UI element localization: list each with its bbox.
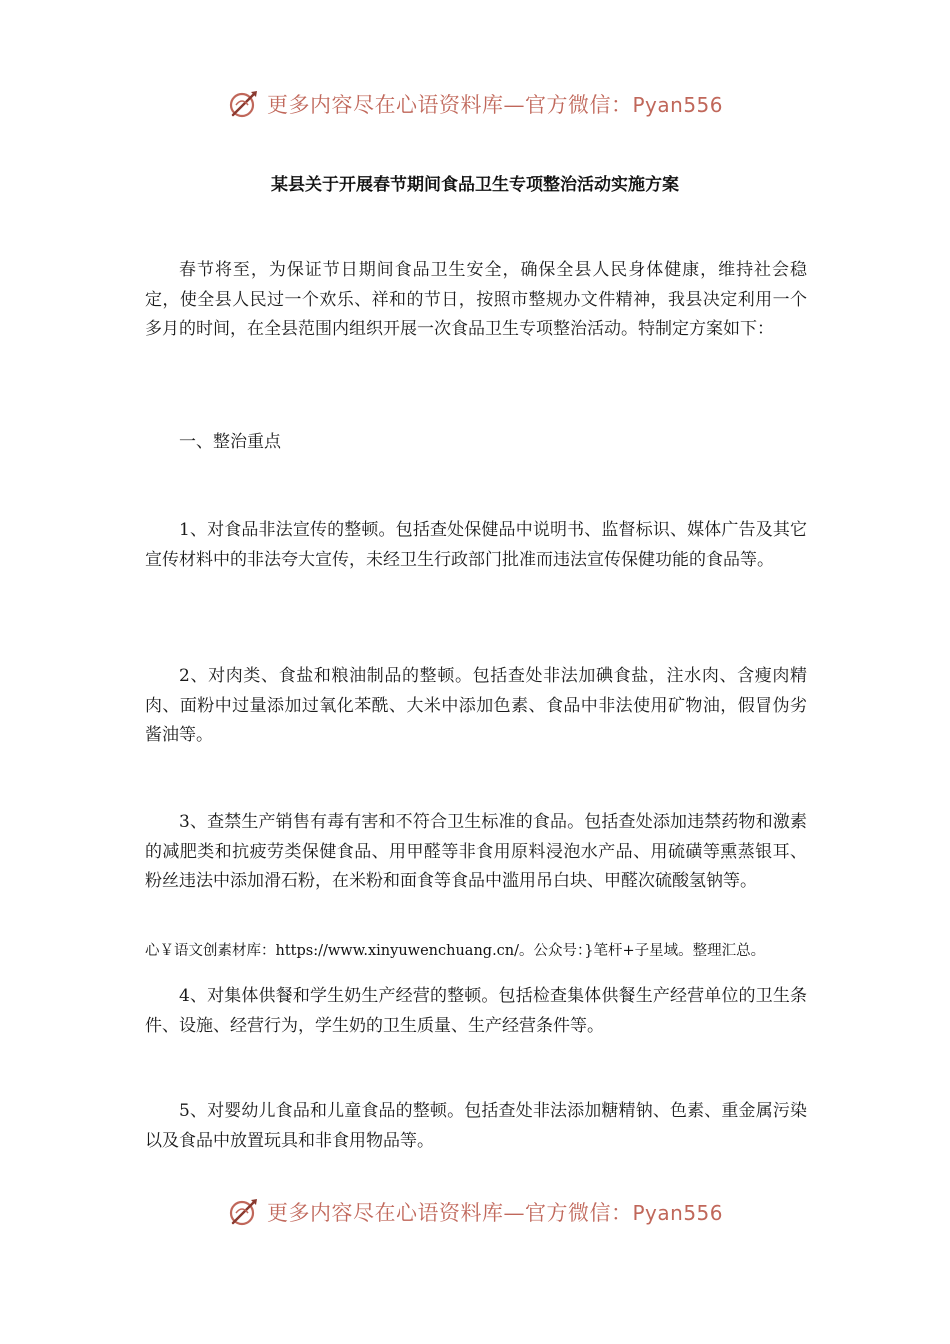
item-paragraph-4: 4、对集体供餐和学生奶生产经营的整顿。包括检查集体供餐生产经营单位的卫生条件、设施、经营行为，学生奶的卫生质量、生产经营条件等。 — [145, 986, 807, 1036]
pen-logo-icon — [227, 87, 261, 121]
section-heading: 一、整治重点 — [179, 432, 281, 452]
banner-slogan: 更多内容尽在心语资料库—官方微信： — [266, 93, 633, 117]
item-paragraph-2: 2、对肉类、食盐和粮油制品的整顿。包括查处非法加碘食盐，注水肉、含瘦肉精肉、面粉中过量添加过氧化苯酰、大米中添加色素、食品中非法使用矿物油，假冒伪劣酱油等。 — [145, 666, 807, 745]
wechat-handle: Pyan556 — [632, 1201, 723, 1225]
source-note: 心￥语文创素材库：https://www.xinyuwenchuang.cn/。公众号：}笔杆+子星域。整理汇总。 — [145, 943, 766, 959]
item-paragraph-5: 5、对婴幼儿食品和儿童食品的整顿。包括查处非法添加糖精钠、色素、重金属污染以及食品中放置玩具和非食用物品等。 — [145, 1101, 807, 1151]
banner-text — [267, 1197, 723, 1227]
header-banner — [0, 84, 950, 124]
item-paragraph-3: 3、查禁生产销售有毒有害和不符合卫生标准的食品。包括查处添加违禁药物和激素的减肥类和抗疲劳类保健食品、用甲醛等非食用原料浸泡水产品、用硫磺等熏蒸银耳、粉丝违法中添加滑石粉，在米粉和面食等食品中滥用吊白块、甲醛次硫酸氢钠等。 — [145, 812, 807, 891]
pen-logo-icon — [227, 1195, 261, 1229]
banner-slogan: 更多内容尽在心语资料库—官方微信： — [266, 1201, 633, 1225]
document-title: 某县关于开展春节期间食品卫生专项整治活动实施方案 — [271, 175, 679, 195]
banner-text — [267, 89, 723, 119]
footer-banner — [0, 1192, 950, 1232]
wechat-handle: Pyan556 — [632, 93, 723, 117]
item-paragraph-1: 1、对食品非法宣传的整顿。包括查处保健品中说明书、监督标识、媒体广告及其它宣传材料中的非法夸大宣传，未经卫生行政部门批准而违法宣传保健功能的食品等。 — [145, 520, 807, 570]
intro-paragraph: 春节将至，为保证节日期间食品卫生安全，确保全县人民身体健康，维持社会稳定，使全县人民过一个欢乐、祥和的节日，按照市整规办文件精神，我县决定利用一个多月的时间，在全县范围内组织开展一次食品卫生专项整治活动。特制定方案如下： — [145, 260, 807, 339]
